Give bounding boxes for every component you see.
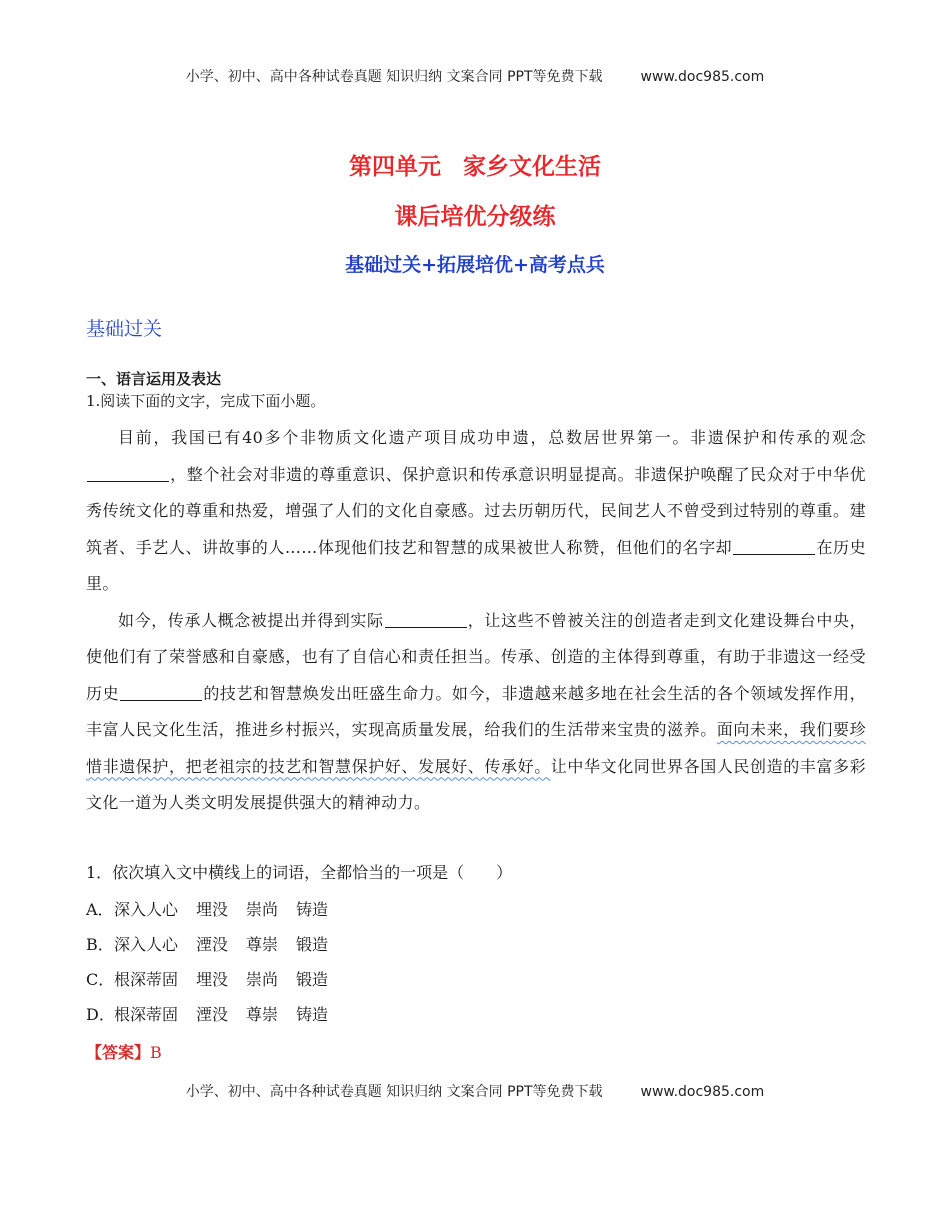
page-footer [0, 1081, 950, 1101]
option-b[interactable]: B．深入人心 湮没 尊崇 锻造 [86, 935, 329, 954]
fill-blank-4 [120, 682, 202, 701]
question-intro: 1.阅读下面的文字，完成下面小题。 [86, 392, 326, 410]
paragraph-1: 目前，我国已有40多个非物质文化遗产项目成功申遗，总数居世界第一。非遗保护和传承的观念，整个社会对非遗的尊重意识、保护意识和传承意识明显提高。非遗保护唤醒了民众对于中华优秀传统文化的尊重和热爱，增强了人们的文化自豪感。过去历朝历代，民间艺人不曾受到过特别的尊重。建筑者、手艺人、讲故事的人……体现他们技艺和智慧的成果被世人称赞，但他们的名字却 在历史里。 [86, 428, 866, 593]
subtitle: 课后培优分级练 [394, 204, 556, 230]
page-header [0, 66, 950, 86]
header-text: 小学、初中、高中各种试卷真题 知识归纳 文案合同 PPT等免费下载 [185, 69, 603, 85]
answer-options [86, 897, 328, 1037]
question-stem: 1．依次填入文中横线上的词语，全都恰当的一项是（ ） [86, 863, 513, 882]
fill-blank-3 [385, 609, 467, 628]
paragraph-2: 如今，传承人概念被提出并得到实际 ，让这些不曾被关注的创造者走到文化建设舞台中央，使他们有了荣誉感和自豪感，也有了自信心和责任担当。传承、创造的主体得到尊重，有助于非遗这一经受历史 的技艺和智慧焕发出旺盛生命力。如今，非遗越来越多地在社会生活的各个领域发挥作用，丰富人民文化生活，推进乡村振兴，实现高质量发展，给我们的生活带来宝贵的滋养。面向未来，我们要珍惜非遗保护，把老祖宗的技艺和智慧保护好、发展好、传承好。让中华文化同世界各国人民创造的丰富多彩文化一道为人类文明发展提供强大的精神动力。 [86, 610, 867, 812]
fill-blank-2 [733, 536, 815, 555]
unit-label: 第四单元 [349, 154, 441, 180]
part-heading: 一、语言运用及表达 [86, 370, 222, 388]
tagline: 基础过关+拓展培优+高考点兵 [345, 254, 605, 276]
footer-text: 小学、初中、高中各种试卷真题 知识归纳 文案合同 PPT等免费下载 [185, 1084, 603, 1100]
answer-line [86, 1040, 162, 1063]
unit-topic: 家乡文化生活 [463, 154, 601, 180]
wavy-underlined-sentence: 面向未来，我们要珍惜非遗保护，把老祖宗的技艺和智慧保护好、发展好、传承好。 [86, 720, 866, 776]
fill-blank-1 [87, 463, 169, 482]
answer-label: 【答案】 [86, 1043, 151, 1062]
option-c[interactable]: C．根深蒂固 埋没 崇尚 锻造 [86, 970, 329, 989]
answer-value: B [150, 1043, 162, 1062]
section-title: 基础过关 [86, 318, 163, 340]
reading-passage [86, 420, 866, 822]
option-d[interactable]: D．根深蒂固 湮没 尊崇 铸造 [86, 1005, 329, 1024]
option-a[interactable]: A．深入人心 埋没 崇尚 铸造 [86, 900, 329, 919]
footer-site-link[interactable]: www.doc985.com [640, 1084, 765, 1100]
unit-title [0, 148, 950, 181]
header-site-link[interactable]: www.doc985.com [640, 69, 765, 85]
